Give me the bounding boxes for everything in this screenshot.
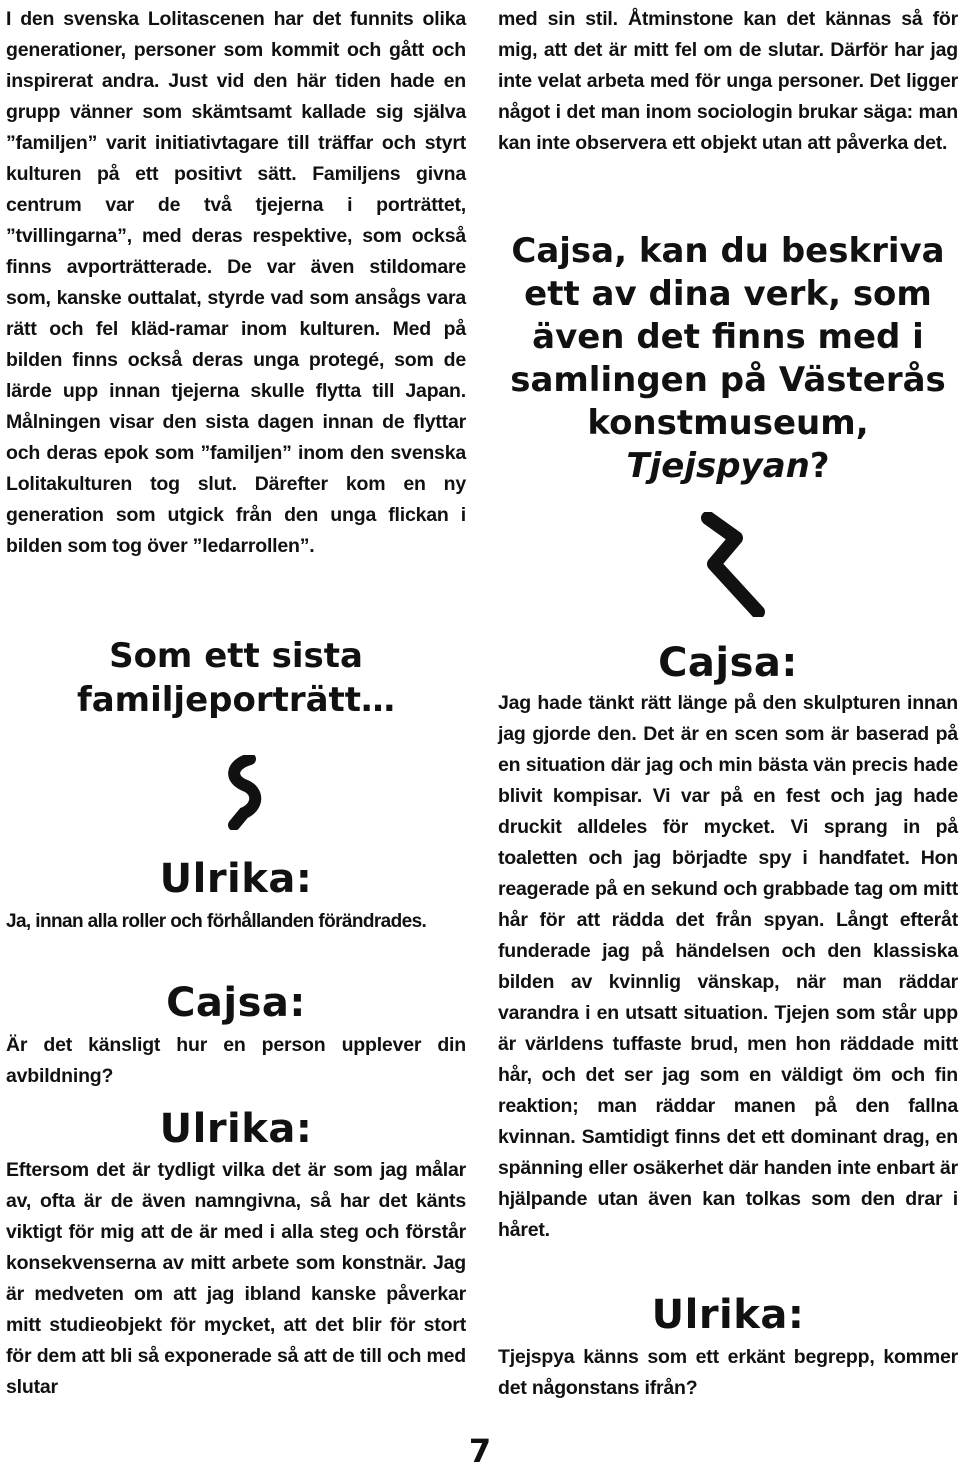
squiggle-arrow-icon [220,755,270,830]
answer-1: Ja, innan alla roller och förhållanden förändrades. [6,911,427,932]
speaker-ulrika-3: Ulrika: [651,1292,805,1338]
speaker-ulrika-1: Ulrika: [159,856,313,902]
page-number: 7 [468,1432,492,1470]
answer-3: Eftersom det är tydligt vilka det är som jag målar av, ofta är de även namngivna, så har det känts viktigt för mig att de är med i alla steg och förstår konsekvenserna av mitt arbete som konstnär. Jag är medveten om att jag ibland kanske påverkar mitt studieobjekt för mycket, att det blir för stort för dem att bli så exponerade så att de till och med slutar [6,1159,466,1398]
question-heading [6,634,466,722]
question-5: Tjejspya känns som ett erkänt begrepp, kommer det någonstans ifrån? [498,1346,958,1399]
question-2: Är det känsligt hur en person upplever din avbildning? [6,1034,466,1087]
intro-paragraph: I den svenska Lolitascenen har det funnits olika generationer, personer som kommit och gått och inspirerat andra. Just vid den här tiden hade en grupp vänner som skämtsamt kallade sig själva ”familjen” varit initiativtagare till träffar och styrt kulturen på ett positivt sätt. Familjens givna centrum var de två tjejerna i porträttet, ”tvillingarna”, med deras respektive, som också finns avporträtterade. De var även stildomare som, kanske outtalat, styrde vad som ansågs vara rätt och fel kläd-ramar inom kulturen. Med på bilden finns också deras unga protegé, som de lärde upp innan tjejerna skulle flytta till Japan. Målningen visar den sista dagen innan de flyttar och deras epok som ”familjen” inom den svenska Lolitakulturen tog slut. Därefter kom en ny generation som utgick från den unga flickan i bilden som tog över ”ledarrollen”. [6,8,466,557]
artwork-title: Tjejspyan [626,446,810,486]
squiggle-arrow-icon [700,512,770,617]
speaker-cajsa-1: Cajsa: [166,980,306,1026]
question-heading-line1: Som ett sista [109,636,363,676]
question-text: Cajsa, kan du beskriva ett av dina verk, som även det finns med i samlingen på Västerås konstmuseum, [510,231,946,443]
continuation-paragraph: med sin stil. Åtminstone kan det kännas så för mig, att det är mitt fel om de slutar. Därför har jag inte velat arbeta med för unga personer. Det ligger något i det man inom sociologin brukar säga: man kan inte observera ett objekt utan att påverka det. [498,8,958,154]
speaker-cajsa-2: Cajsa: [658,640,798,686]
speaker-ulrika-2: Ulrika: [159,1106,313,1152]
question-heading-tjejspyan [498,230,958,488]
question-heading-line2: familjeporträtt… [76,680,396,720]
answer-4: Jag hade tänkt rätt länge på den skulpturen innan jag gjorde den. Det är en scen som är baserad på en situation där jag och min bästa vän precis hade blivit kompisar. Vi var på en fest och jag hade druckit alldeles för mycket. Vi sprang in på toaletten och jag börjadte spy i handfatet. Hon reagerade på en sekund och grabbade tag om mitt hår för att rädda det från spyan. Långt efteråt funderade jag på händelsen och den klassiska bilden av kvinnlig vänskap, när man räddar varandra i en utsatt situation. Tjejen som står upp är världens tuffaste brud, men hon räddade mitt hår, och det ser jag som en väldigt öm och fin reaktion; man räddar manen på den fallna kvinnan. Samtidigt finns det ett dominant drag, en spänning eller osäkerhet där handen inte enbart är hjälpande utan även kan tolkas som den drar i håret. [498,692,958,1241]
question-mark: ? [809,446,830,486]
